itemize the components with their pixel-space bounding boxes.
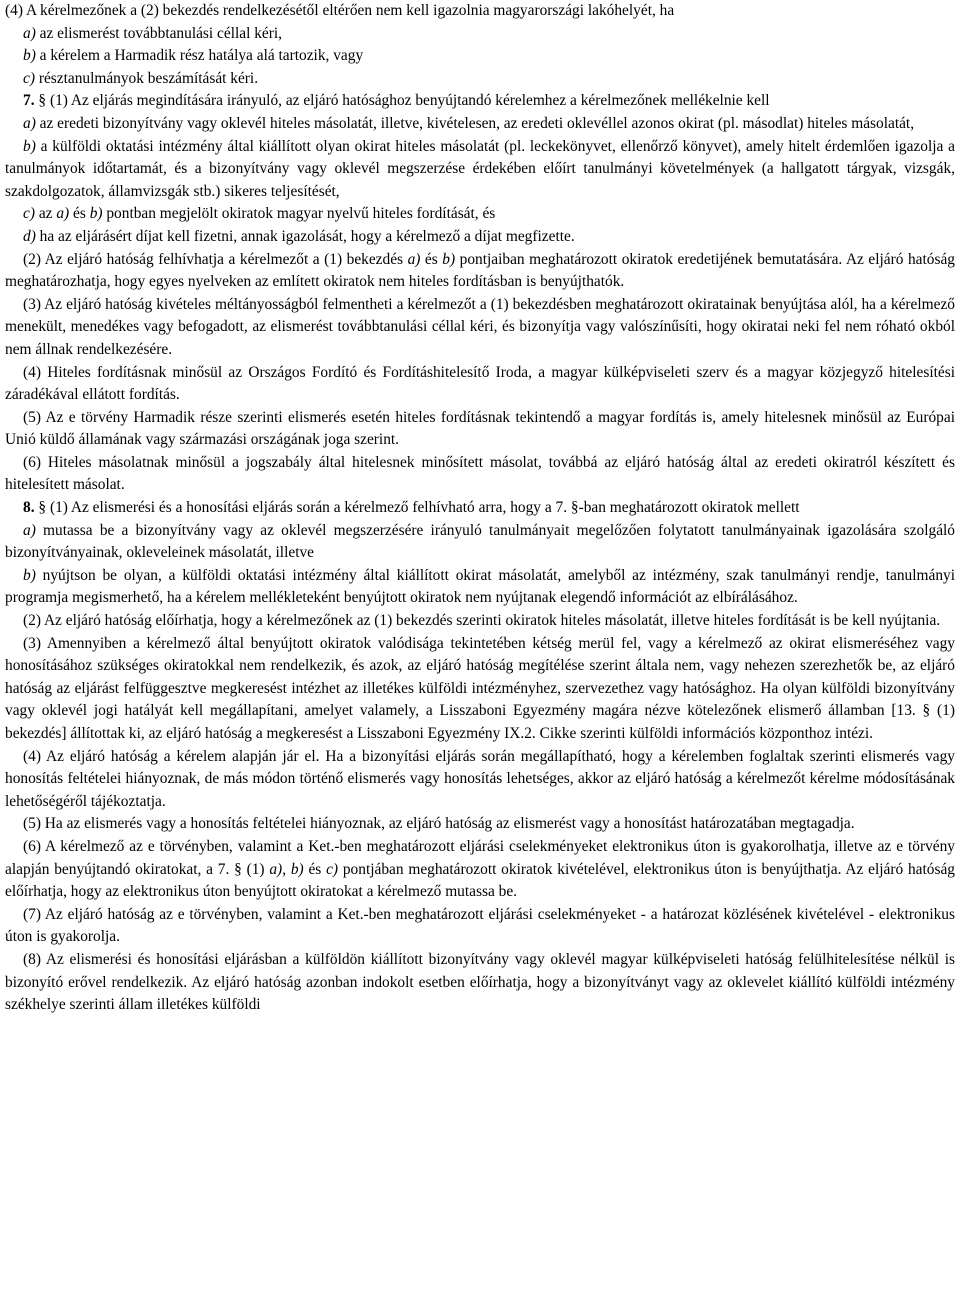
list-item-a (5, 23, 955, 46)
item-text: az (34, 205, 57, 223)
paragraph-text: , (282, 860, 291, 878)
item-text: résztanulmányok beszámítását kéri. (34, 69, 259, 87)
section-8-paragraph-3: (3) Amennyiben a kérelmező által benyújtott okiratok valódisága tekintetében kétség merül fel, vagy a kérelmező az okirat elismeréséhez vagy honosításához szükséges okiratokkal nem rendelkezik, és azok, az eljáró hatóság megítélése szerint általa nem, vagy nehezen szerezhetők be, az eljáró hatóság az eljárást felfüggesztve megkeresést intézhet az illetékes külföldi intézményhez, szervezethez vagy hatósághoz. Ha olyan külföldi bizonyítvány vagy oklevél jogi hatályát kell megállapítani, amelyet valamely, a Lisszaboni Egyezmény magára nézve kötelezőnek elismerő államban [13. § (1) bekezdés] állítottak ki, az eljáró hatóság a megkeresést a Lisszaboni Egyezmény IX.2. Cikke szerinti külföldi információs központhoz intézi. (5, 634, 955, 742)
item-text: ha az eljárásért díjat kell fizetni, annak igazolását, hogy a kérelmező a díjat megfizette. (35, 227, 575, 245)
section-8-paragraph-2: (2) Az eljáró hatóság előírhatja, hogy a kérelmezőnek az (1) bekezdés szerinti okiratok hiteles másolatát, illetve hiteles fordítását is be kell nyújtania. (23, 612, 941, 630)
item-letter: a) (23, 114, 36, 132)
section-8-paragraph-6 (5, 836, 955, 904)
point-ref: c) (326, 860, 339, 878)
item-letter: b) (23, 47, 36, 65)
section-number: 8. (23, 499, 35, 517)
item-letter: b) (23, 566, 36, 584)
section-number: 7. (23, 92, 35, 110)
section-8-paragraph-5: (5) Ha az elismerés vagy a honosítás feltételei hiányoznak, az eljáró hatóság az elismerést vagy a honosítást határozatában megtagadja. (23, 815, 855, 833)
item-letter: d) (23, 227, 36, 245)
section-7-paragraph-2 (5, 249, 955, 294)
section-7-paragraph-6: (6) Hiteles másolatnak minősül a jogszabály által hitelesnek minősített másolat, továbbá az eljáró hatóság által az eredeti okiratról készített és hitelesített másolat. (5, 453, 955, 494)
paragraph-text: § (1) Az eljárás megindítására irányuló, az eljáró hatósághoz benyújtandó kérelemhez a kérelmezőnek mellékelnie kell (34, 92, 770, 110)
item-text: és (69, 205, 90, 223)
paragraph-text: (2) Az eljáró hatóság felhívhatja a kérelmezőt a (1) bekezdés (23, 250, 408, 268)
section-8-paragraph-1 (5, 497, 955, 520)
item-text: az elismerést továbbtanulási céllal kéri, (35, 24, 282, 42)
item-letter: a) (23, 24, 36, 42)
section-7-paragraph-3: (3) Az eljáró hatóság kivételes méltányosságból felmentheti a kérelmezőt a (1) bekezdésben meghatározott okiratainak benyújtása alól, ha a kérelmező menekült, menedékes vagy befogadott, az elismerést továbbtanulási céllal kéri, és bizonyítja vagy valószínűsíti, hogy okiratai neki fel nem róható okból nem állnak rendelkezésére. (5, 295, 955, 358)
section-8-paragraph-8: (8) Az elismerési és honosítási eljárásban a külföldön kiállított bizonyítvány vagy oklevél magyar külképviseleti hatóság felülhitelesítése nélkül is bizonyító erővel rendelkezik. Az eljáró hatóság azonban indokolt esetben előírhatja, hogy a bizonyítványt vagy az oklevelet kiállító külföldi intézmény székhelye szerinti állam illetékes külföldi (5, 950, 955, 1014)
item-text: a külföldi oktatási intézmény által kiállított olyan okirat hiteles másolatát (pl. leckekönyvet, ellenőrző könyvet), amely hitelt érdemlően igazolja a tanulmányok időtartamát, és a bizonyítvány vagy oklevél megszerzése érdekében előírt tanulmányi követelmények (a hallgatott tárgyak, vizsgák, szakdolgozatok, államvizsgák stb.) sikeres teljesítését, (5, 137, 955, 200)
item-text: nyújtson be olyan, a külföldi oktatási intézmény által kiállított okirat másolatát, amelyből az intézmény, szak tanulmányi rendje, tanulmányi programja megismerhető, ha a kérelem mellékleteként benyújtott okiratok nem nyújtanak elegendő információt az elbírálásához. (5, 566, 955, 607)
section-8-item-b (5, 565, 955, 610)
item-text: a kérelem a Harmadik rész hatálya alá tartozik, vagy (35, 47, 364, 65)
point-ref: b) (290, 860, 304, 878)
paragraph-6-4: (4) A kérelmezőnek a (2) bekezdés rendelkezésétől eltérően nem kell igazolnia magyarországi lakóhelyét, ha (5, 2, 675, 19)
section-8-paragraph-7: (7) Az eljáró hatóság az e törvényben, valamint a Ket.-ben meghatározott eljárási cselekményeket - a határozat közlésének kivételével - elektronikus úton is gyakorolja. (5, 905, 955, 946)
point-ref: b) (442, 250, 456, 268)
item-letter: c) (23, 205, 35, 223)
section-8-item-a (5, 520, 955, 565)
section-8-paragraph-4: (4) Az eljáró hatóság a kérelem alapján jár el. Ha a bizonyítási eljárás során megállapítható, hogy a kérelemben foglaltak szerinti elismerés vagy honosítás feltételei hiányoznak, de más módon történő elismerés vagy honosítás lehetséges, akkor az eljáró hatóság a kérelmezőt kérelme módosításának lehetőségéről tájékoztatja. (5, 747, 955, 810)
item-letter: c) (23, 69, 35, 87)
list-item-c (5, 68, 955, 91)
section-7-paragraph-1 (5, 90, 955, 113)
paragraph-text: § (1) Az elismerési és a honosítási eljárás során a kérelmező felhívható arra, hogy a 7. §-ban meghatározott okiratok mellett (34, 499, 800, 517)
item-text: mutassa be a bizonyítvány vagy az oklevél megszerzésére irányuló tanulmányait megelőzően folytatott tanulmányainak igazolására szolgáló bizonyítványainak, okleveleinek másolatát, illetve (5, 521, 955, 562)
point-ref: a) (56, 205, 70, 223)
section-7-item-a (5, 113, 955, 136)
point-ref: b) (89, 205, 103, 223)
paragraph-text: pontjában meghatározott okiratok kivételével, elektronikus úton is benyújthatja. Az eljáró hatóság előírhatja, hogy az elektronikus úton benyújtott okiratokat a kérelmező mutassa be. (5, 860, 955, 901)
point-ref: a) (269, 860, 283, 878)
item-letter: a) (23, 521, 36, 539)
paragraph-text: (6) A kérelmező az e törvényben, valamint a Ket.-ben meghatározott eljárási cselekményeket elektronikus úton is gyakorolhatja, illetve az e törvény alapján benyújtandó okiratokat, a 7. § (1) (5, 837, 955, 878)
point-ref: a) (407, 250, 421, 268)
list-item-b (5, 45, 955, 68)
section-7-paragraph-4: (4) Hiteles fordításnak minősül az Országos Fordító és Fordításhitelesítő Iroda, a magyar külképviseleti szerv és a magyar közjegyző hitelesítési záradékával ellátott fordítás. (5, 363, 955, 404)
section-7-item-c (5, 203, 955, 226)
section-7-paragraph-5: (5) Az e törvény Harmadik része szerinti elismerés esetén hiteles fordításnak tekintendő a magyar fordítás is, amely hitelesnek minősül az Európai Unió küldő államának vagy származási országának joga szerint. (5, 408, 955, 449)
paragraph-text: és (420, 250, 443, 268)
item-letter: b) (23, 137, 36, 155)
paragraph-text: pontjaiban meghatározott okiratok eredetijének bemutatására. Az eljáró hatóság meghatározhatja, hogy egyes nyelveken az említett okiratok nem hiteles fordításban is benyújthatók. (5, 250, 955, 291)
item-text: pontban megjelölt okiratok magyar nyelvű hiteles fordítását, és (102, 205, 496, 223)
item-text: az eredeti bizonyítvány vagy oklevél hiteles másolatát, illetve, kivételesen, az eredeti oklevéllel azonos okirat (pl. másodlat) hiteles másolatát, (35, 114, 915, 132)
paragraph-text: és (303, 860, 327, 878)
section-7-item-b (5, 136, 955, 204)
section-7-item-d (5, 226, 955, 249)
